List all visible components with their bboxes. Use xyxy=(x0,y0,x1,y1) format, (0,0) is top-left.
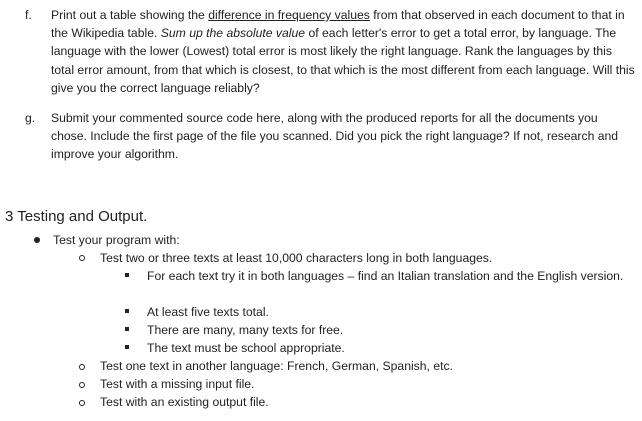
item-f-underlined-text: difference in frequency values xyxy=(208,8,370,22)
bullet-square-icon xyxy=(125,309,129,313)
bullet-five-texts: At least five texts total. xyxy=(147,305,269,319)
bullet-many-texts: There are many, many texts for free. xyxy=(147,323,344,337)
bullet-circle-icon xyxy=(79,364,85,370)
bullet-circle-icon xyxy=(79,400,85,406)
bullet-missing-input: Test with a missing input file. xyxy=(100,377,255,391)
list-item-f-text xyxy=(51,6,636,97)
bullet-circle-icon xyxy=(79,382,85,388)
item-f-text-part2: from that observed in each document to that in the Wikipedia table. xyxy=(51,8,625,41)
bullet-dot-icon xyxy=(34,237,40,243)
bullet-other-language: Test one text in another language: French, German, Spanish, etc. xyxy=(100,359,453,373)
list-marker-f: f. xyxy=(25,8,32,22)
bullet-square-icon xyxy=(125,273,129,277)
bullet-each-text: For each text try it in both languages – find an Italian translation and the English version. xyxy=(147,269,624,283)
bullet-school-appropriate: The text must be school appropriate. xyxy=(147,341,345,355)
list-item-g-text: Submit your commented source code here, along with the produced reports for all the documents you chose. Include the first page of the file you scanned. Did you pick the right language? If not, research and improve your algorithm. xyxy=(51,111,619,162)
bullet-test-program: Test your program with: xyxy=(53,233,180,247)
item-f-text-part3: of each letter's error to get a total error, by language. The language with the lower (Lowest) total error is most likely the right language. Rank the languages by this total error amount, from that which is closest, to that which is the most different from each language. Will this give you the correct language reliably? xyxy=(51,26,635,95)
bullet-square-icon xyxy=(125,345,129,349)
section-heading: 3 Testing and Output. xyxy=(5,208,148,225)
item-f-text-part1: Print out a table showing the xyxy=(51,8,209,22)
item-f-italic-text: Sum up the absolute value xyxy=(160,26,306,41)
bullet-circle-icon xyxy=(79,255,85,261)
list-marker-g: g. xyxy=(25,111,36,125)
bullet-square-icon xyxy=(125,327,129,331)
bullet-existing-output: Test with an existing output file. xyxy=(100,395,269,409)
bullet-test-texts: Test two or three texts at least 10,000 characters long in both languages. xyxy=(100,251,493,265)
